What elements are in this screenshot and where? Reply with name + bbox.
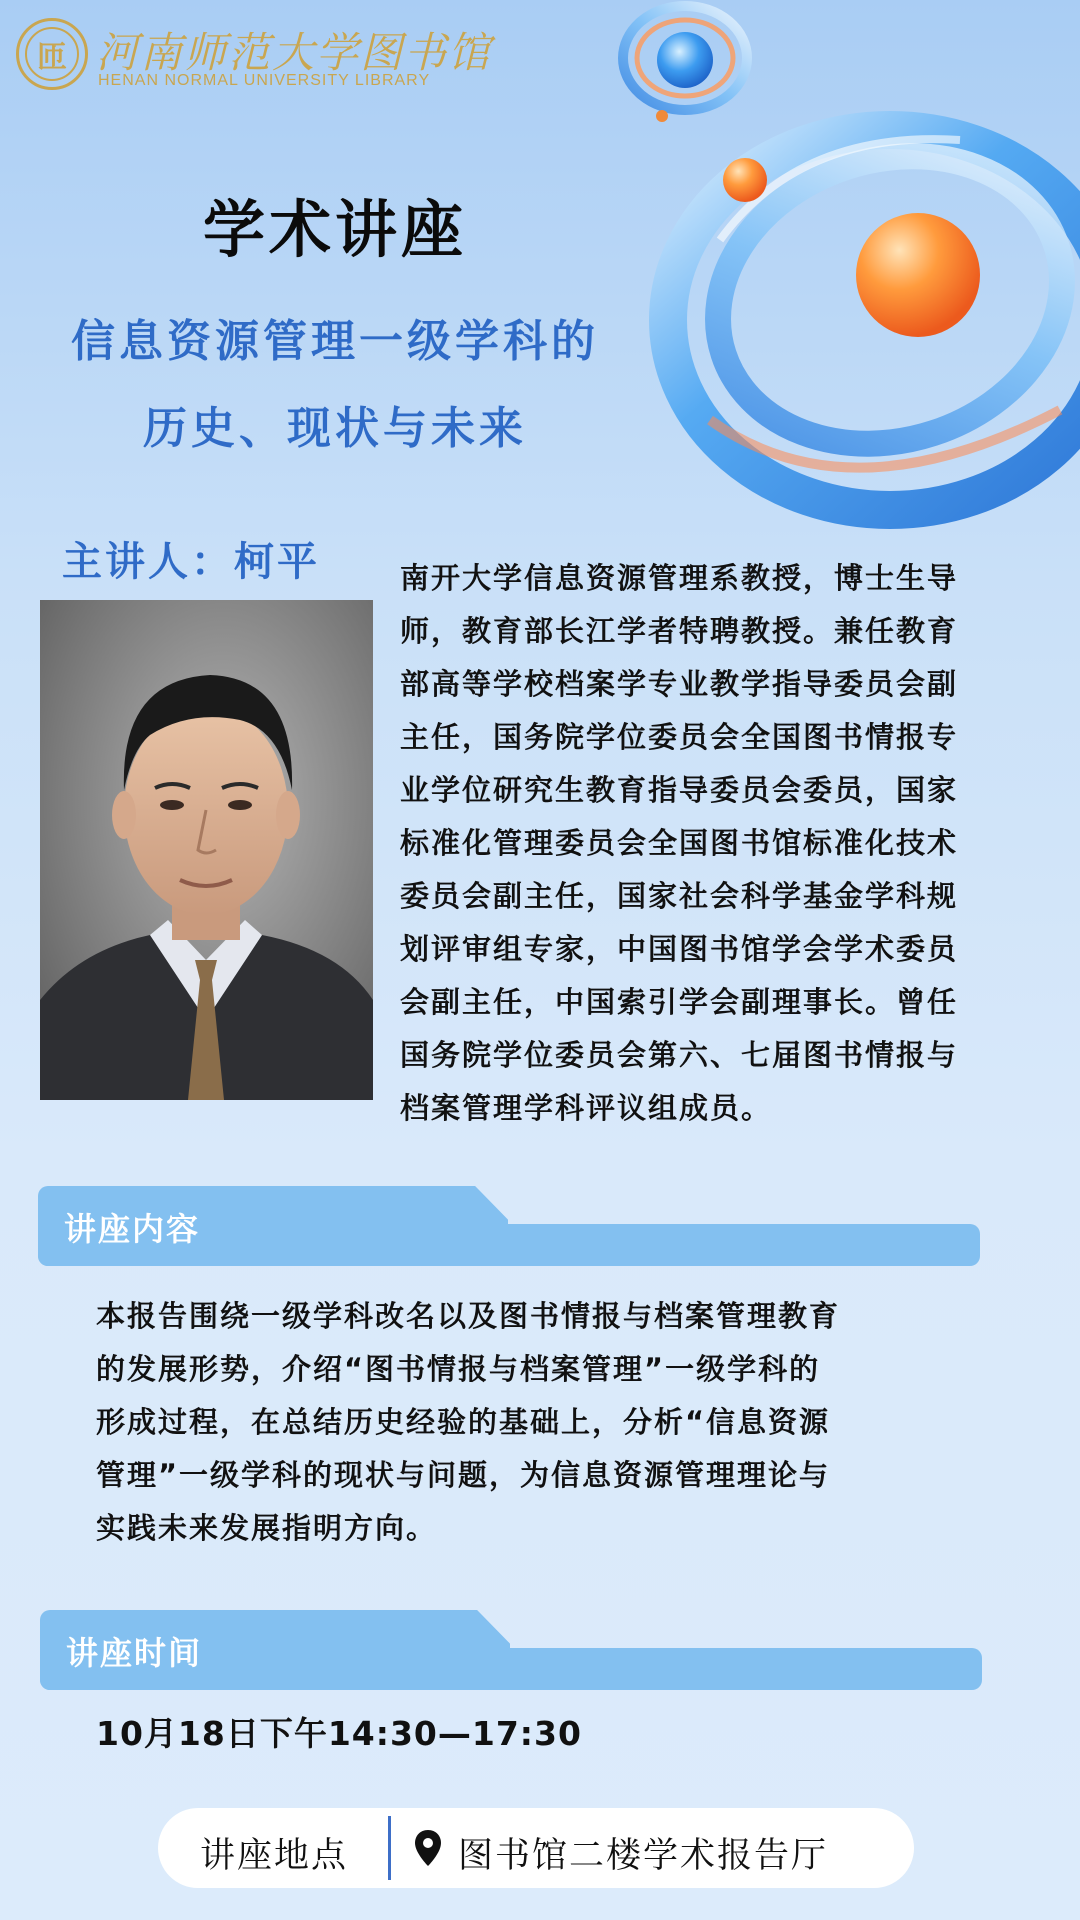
library-logo bbox=[16, 16, 493, 96]
location-value: 图书馆二楼学术报告厅 bbox=[458, 1836, 829, 1876]
bio-line: 南开大学信息资源管理系教授，博士生导 bbox=[400, 561, 959, 595]
library-seal-icon: 匝 bbox=[16, 18, 88, 90]
bio-line: 委员会副主任，国家社会科学基金学科规 bbox=[400, 879, 959, 913]
logo-english-name: HENAN NORMAL UNIVERSITY LIBRARY bbox=[98, 72, 431, 89]
bio-line: 业学位研究生教育指导委员会委员，国家 bbox=[400, 773, 959, 807]
bio-line: 主任，国务院学位委员会全国图书情报专 bbox=[400, 720, 959, 754]
content-line: 本报告围绕一级学科改名以及图书情报与档案管理教育 bbox=[96, 1299, 841, 1333]
lecture-topic-line-2: 历史、现状与未来 bbox=[143, 403, 527, 454]
speaker-label: 主讲人：柯平 bbox=[62, 539, 320, 585]
section-title-content: 讲座内容 bbox=[64, 1210, 201, 1248]
lecture-content-text bbox=[96, 1290, 956, 1555]
section-title-time: 讲座时间 bbox=[66, 1634, 203, 1672]
location-divider bbox=[388, 1816, 391, 1880]
bio-line: 会副主任，中国索引学会副理事长。曾任 bbox=[400, 985, 959, 1019]
bio-line: 国务院学位委员会第六、七届图书情报与 bbox=[400, 1038, 959, 1072]
section-header-content bbox=[38, 1186, 982, 1266]
bio-line: 划评审组专家，中国图书馆学会学术委员 bbox=[400, 932, 959, 966]
content-line: 管理”一级学科的现状与问题，为信息资源管理理论与 bbox=[96, 1458, 831, 1492]
location-pill bbox=[158, 1808, 914, 1888]
large-ring-icon bbox=[668, 113, 1080, 510]
logo-chinese-name: 河南师范大学图书馆 bbox=[96, 28, 493, 77]
content-line: 实践未来发展指明方向。 bbox=[96, 1511, 438, 1545]
small-orb-icon bbox=[623, 6, 747, 122]
bio-line: 部高等学校档案学专业教学指导委员会副 bbox=[400, 667, 959, 701]
lecture-time: 10月18日下午14:30—17:30 bbox=[96, 1714, 582, 1753]
page-title: 学术讲座 bbox=[202, 193, 467, 266]
content-line: 形成过程，在总结历史经验的基础上，分析“信息资源 bbox=[96, 1405, 831, 1439]
bio-line: 标准化管理委员会全国图书馆标准化技术 bbox=[400, 826, 959, 860]
bio-line: 师，教育部长江学者特聘教授。兼任教育 bbox=[400, 614, 959, 648]
location-label: 讲座地点 bbox=[200, 1836, 349, 1876]
speaker-bio bbox=[400, 552, 1028, 1135]
lecture-topic-line-1: 信息资源管理一级学科的 bbox=[71, 316, 599, 367]
speaker-photo bbox=[40, 600, 373, 1100]
decorative-ring-art bbox=[600, 0, 1080, 530]
section-header-time bbox=[40, 1610, 984, 1690]
map-pin-icon bbox=[413, 1828, 443, 1868]
content-line: 的发展形势，介绍“图书情报与档案管理”一级学科的 bbox=[96, 1352, 821, 1386]
bio-line: 档案管理学科评议组成员。 bbox=[400, 1091, 773, 1125]
